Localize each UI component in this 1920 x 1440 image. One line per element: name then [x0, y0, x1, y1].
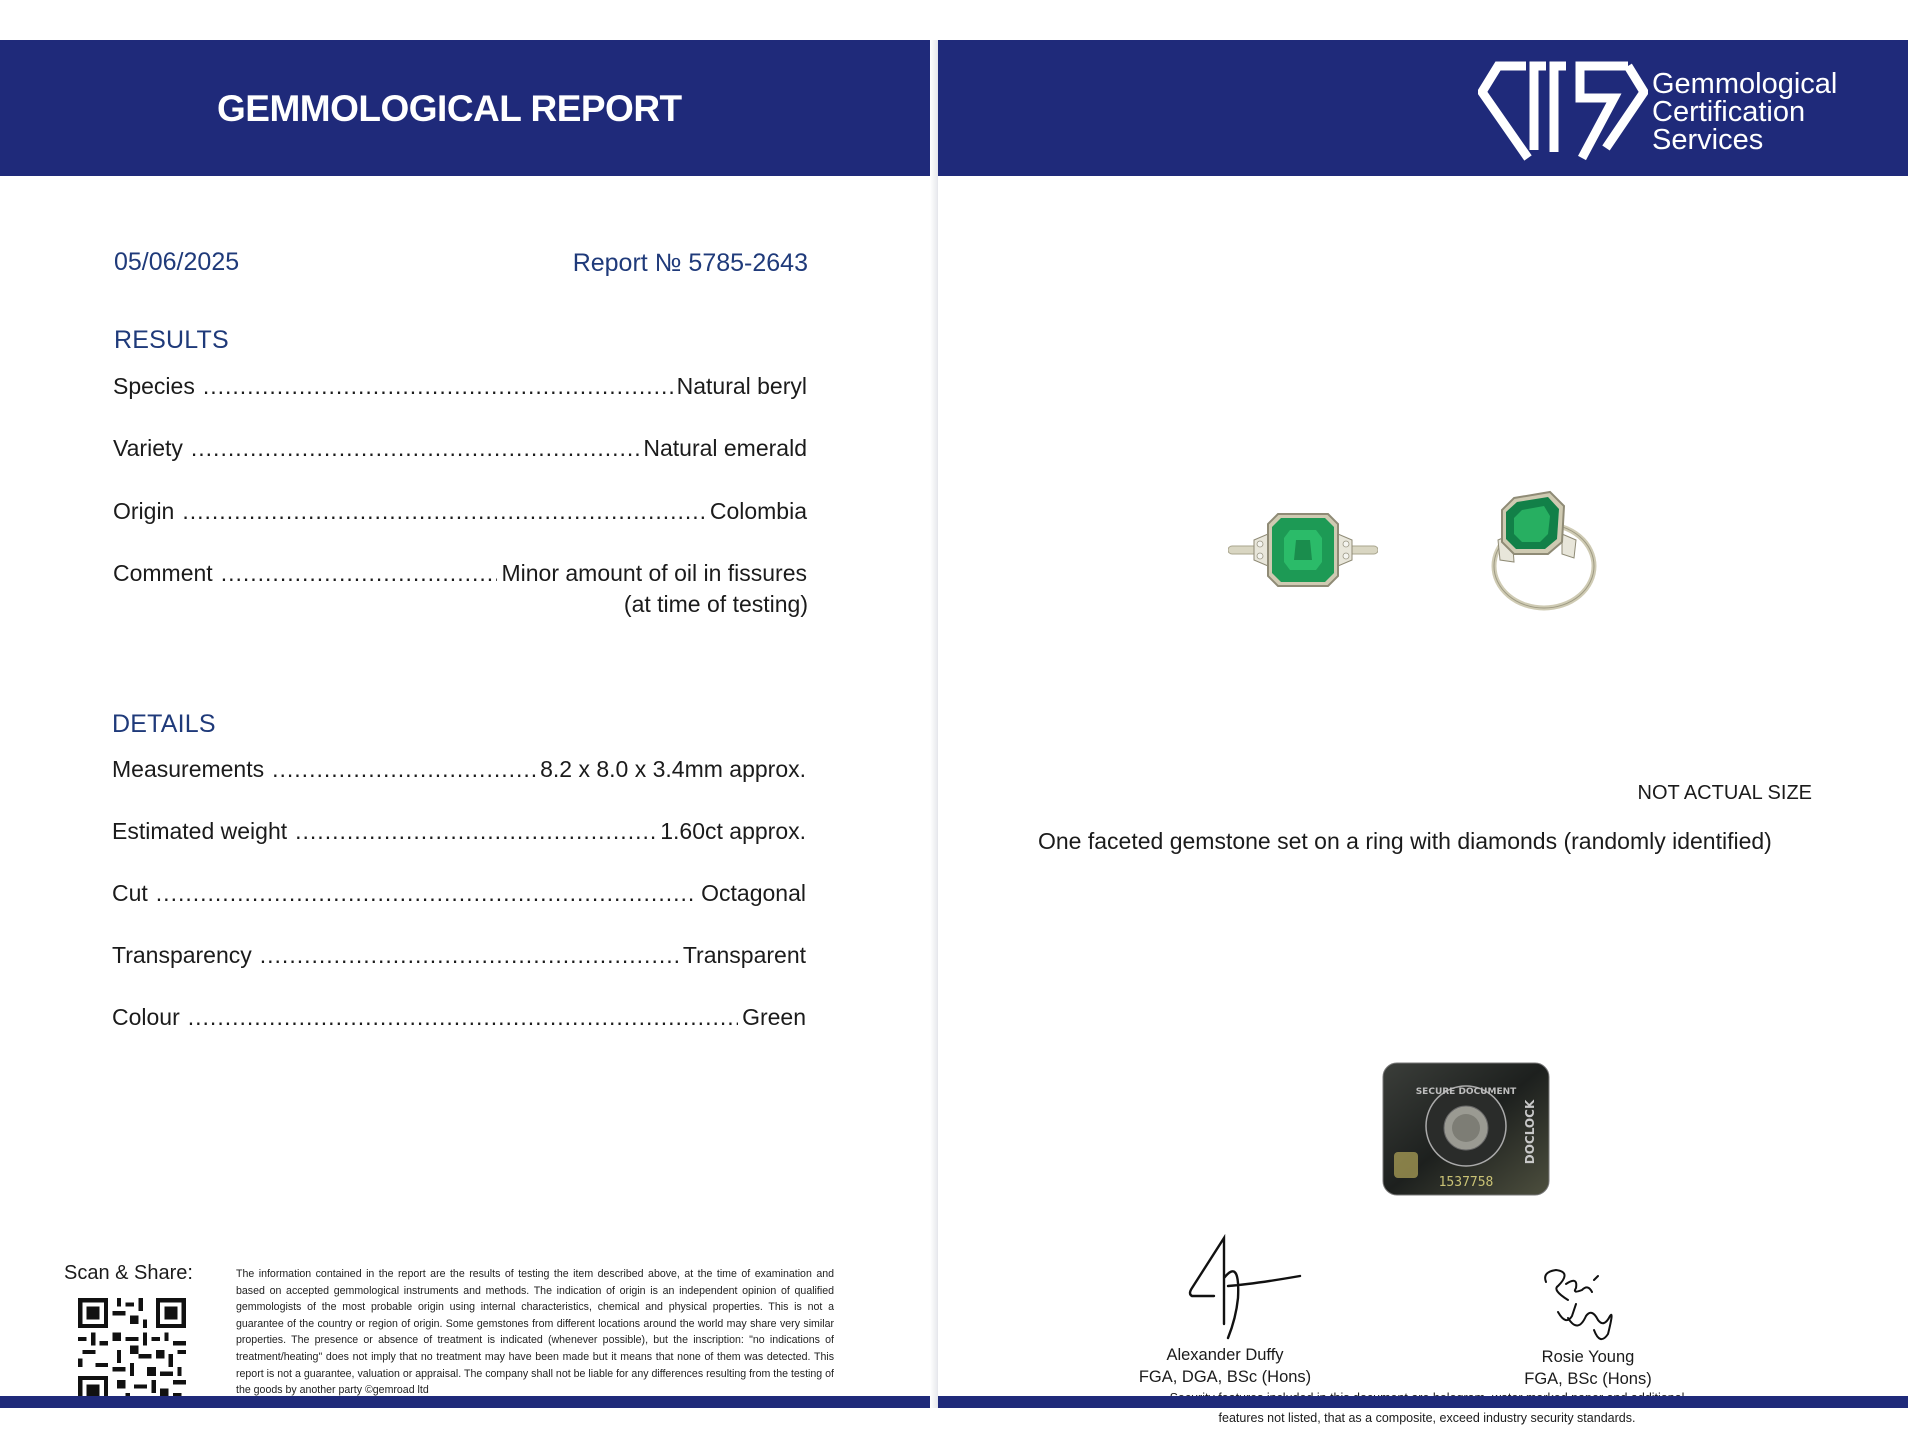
detail-row-transparency	[112, 942, 806, 969]
field-value: 8.2 x 8.0 x 3.4mm approx.	[540, 756, 806, 782]
field-value: Octagonal	[701, 880, 806, 906]
field-label: Cut	[112, 880, 148, 906]
company-name-line2: Certification	[1652, 96, 1806, 128]
gcs-logo-icon	[1478, 58, 1648, 166]
comment-continuation: (at time of testing)	[623, 591, 808, 617]
report-right-page	[938, 40, 1908, 1425]
disclaimer-text: The information contained in the report are the results of testing the item described above, at the time of examination and based on accepted gemmological instruments and methods. The indication of origin is an independent opinion of qualified gemmologists of the most probable origin using internal characteristics, chemical and physical properties. This is not a guarantee of the country or region of origin. Some gemstones from different locations around the world may share very similar properties. The presence or absence of treatment is indicated (whenever possible), but the inscription: "no indications of treatment/heating" does not imply that no treatment may have been made but it means that none of them was detected. This report is not a guarantee, valuation or appraisal. The company shall not be liable for any differences resulting from the testing of the goods by another party ©gemroad ltd	[236, 1268, 834, 1397]
result-row-comment	[113, 560, 807, 587]
hologram-text: SECURE DOCUMENT	[1415, 1087, 1517, 1097]
item-description: One faceted gemstone set on a ring with diamonds (randomly identified)	[1038, 828, 1772, 854]
leader-dots	[188, 1004, 738, 1031]
field-value: Green	[742, 1004, 806, 1030]
field-value: Transparent	[682, 942, 806, 968]
field-value: 1.60ct approx.	[660, 818, 806, 844]
company-name-line3: Services	[1652, 124, 1764, 156]
field-value: Minor amount of oil in fissures	[501, 560, 807, 586]
field-value: Natural emerald	[643, 435, 807, 461]
company-name	[1652, 70, 1837, 154]
leader-dots	[260, 942, 679, 969]
leader-dots	[272, 756, 536, 783]
hologram-brand: DOCLOCK	[1523, 1099, 1537, 1165]
signer-credentials: FGA, DGA, BSc (Hons)	[1138, 1368, 1312, 1386]
ring-front-view-image	[1228, 510, 1378, 600]
leader-dots	[191, 435, 639, 462]
ring-angled-view-image	[1478, 488, 1608, 618]
hologram-security-seal-icon	[1382, 1062, 1550, 1196]
signer-name: Alexander Duffy	[1166, 1346, 1284, 1364]
field-label: Colour	[112, 1004, 180, 1030]
detail-row-weight	[112, 818, 806, 845]
security-note-line2: features not listed, that as a composite, exceed industry security standards.	[1218, 1411, 1636, 1425]
result-row-origin	[113, 498, 807, 525]
scan-share-label: Scan & Share:	[64, 1262, 193, 1284]
field-label: Estimated weight	[112, 818, 288, 844]
results-heading: RESULTS	[114, 326, 229, 354]
field-label: Origin	[113, 498, 175, 524]
leader-dots	[203, 373, 673, 400]
leader-dots	[221, 560, 498, 587]
report-number: Report № 5785-2643	[572, 249, 808, 277]
leader-dots	[295, 818, 656, 845]
field-value: Natural beryl	[676, 373, 807, 399]
field-label: Transparency	[112, 942, 252, 968]
field-label: Measurements	[112, 756, 265, 782]
header-band	[0, 40, 936, 176]
field-label: Variety	[113, 435, 183, 461]
qr-code[interactable]	[78, 1298, 186, 1406]
detail-row-measurements	[112, 756, 806, 783]
details-heading: DETAILS	[112, 710, 216, 738]
detail-row-cut	[112, 880, 806, 907]
leader-dots	[156, 880, 697, 907]
field-value: Colombia	[709, 498, 807, 524]
detail-row-colour	[112, 1004, 806, 1031]
field-label: Comment	[113, 560, 213, 586]
signature-rosie-young	[1538, 1264, 1628, 1348]
header-band	[938, 40, 1908, 176]
security-features-note	[1122, 1388, 1732, 1428]
hologram-serial: 1537758	[1438, 1175, 1494, 1190]
field-label: Species	[113, 373, 195, 399]
signature-alexander-duffy	[1184, 1228, 1304, 1344]
report-title: GEMMOLOGICAL REPORT	[217, 88, 682, 129]
signer-credentials: FGA, BSc (Hons)	[1524, 1370, 1652, 1388]
report-left-page	[0, 40, 936, 1408]
leader-dots	[182, 498, 705, 525]
footer-band	[938, 1396, 1908, 1408]
signer-alexander-duffy	[1110, 1344, 1340, 1388]
not-actual-size-note: NOT ACTUAL SIZE	[1637, 782, 1812, 804]
signer-rosie-young	[1468, 1346, 1708, 1390]
result-row-species	[113, 373, 807, 400]
footer-band	[0, 1396, 936, 1408]
report-date: 05/06/2025	[114, 248, 240, 276]
result-row-variety	[113, 435, 807, 462]
company-name-line1: Gemmological	[1652, 68, 1838, 100]
signer-name: Rosie Young	[1541, 1348, 1635, 1366]
